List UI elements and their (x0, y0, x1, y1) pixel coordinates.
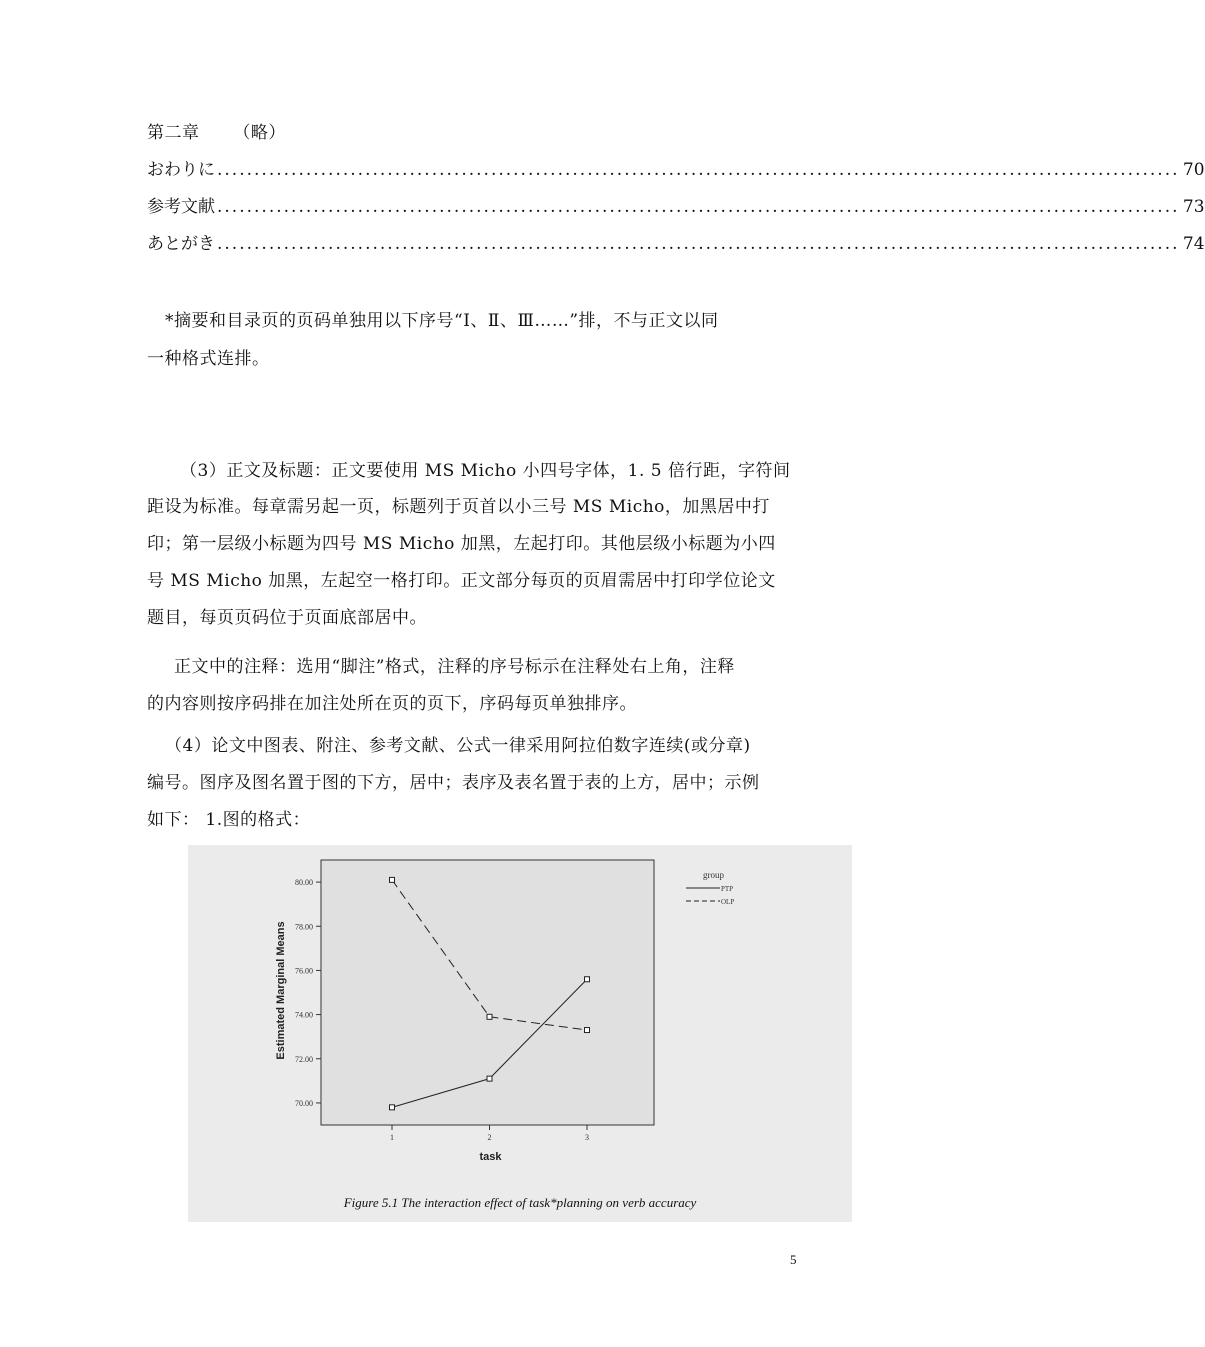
toc-entry-title: あとがき (147, 234, 215, 254)
note-line: *摘要和目录页的页码单独用以下序号“Ⅰ、Ⅱ、Ⅲ……”排，不与正文以同 (165, 311, 719, 331)
toc-chapter-2 (147, 118, 286, 143)
x-tick-label: 2 (487, 1133, 492, 1142)
figure (188, 845, 852, 1222)
toc-entry-page: . 70 (1172, 160, 1205, 180)
figure-caption: Figure 5.1 The interaction effect of task*planning on verb accuracy (343, 1195, 697, 1210)
toc-leader: ................................................................................................................................. (217, 234, 1173, 254)
body-line: （4）论文中图表、附注、参考文献、公式一律采用阿拉伯数字连续(或分章) (165, 736, 751, 756)
interaction-chart (188, 845, 852, 1185)
body-line: 号 MS Micho 加黑，左起空一格打印。正文部分每页的页眉需居中打印学位论文 (147, 571, 776, 591)
chapter-label: 第二章 (147, 123, 200, 143)
toc-entry-page: . 74 (1172, 234, 1205, 254)
legend-label: PTP (721, 885, 734, 893)
toc-entry-title: 参考文献 (147, 197, 215, 217)
plot-area (321, 860, 654, 1125)
chapter-note: （略） (233, 123, 286, 143)
toc-entry (147, 229, 1205, 254)
toc-leader: ................................................................................................................................. (217, 160, 1173, 180)
data-point (487, 1076, 492, 1081)
x-tick-label: 3 (585, 1133, 589, 1142)
y-tick-label: 70.00 (295, 1098, 313, 1108)
toc-leader: ................................................................................................................................. (217, 197, 1173, 217)
data-point (390, 1105, 395, 1110)
body-line: 距设为标准。每章需另起一页，标题列于页首以小三号 MS Micho，加黑居中打 (147, 497, 770, 517)
toc-entry-title: おわりに (147, 160, 215, 180)
y-tick-label: 72.00 (295, 1054, 313, 1064)
toc-entry (147, 155, 1205, 180)
toc-entry (147, 192, 1205, 217)
body-line: 题目，每页页码位于页面底部居中。 (147, 608, 427, 628)
data-point (585, 1028, 590, 1033)
y-axis-label: Estimated Marginal Means (275, 921, 287, 1060)
x-axis-label: task (479, 1151, 502, 1163)
legend-label: OLP (721, 898, 735, 906)
x-tick-label: 1 (390, 1133, 394, 1142)
page-number: 5 (790, 1252, 797, 1267)
body-line: 如下： 1.图的格式： (147, 810, 311, 830)
y-tick-label: 80.00 (295, 878, 313, 888)
body-line: （3）正文及标题：正文要使用 MS Micho 小四号字体，1. 5 倍行距，字符间 (180, 461, 791, 481)
body-line: 正文中的注释：选用“脚注”格式，注释的序号标示在注释处右上角，注释 (174, 657, 735, 677)
y-tick-label: 78.00 (295, 922, 313, 932)
body-line: 编号。图序及图名置于图的下方，居中；表序及表名置于表的上方，居中；示例 (147, 773, 760, 793)
data-point (585, 977, 590, 982)
legend-title: group (703, 870, 724, 880)
body-line: 印；第一层级小标题为四号 MS Micho 加黑，左起打印。其他层级小标题为小四 (147, 534, 776, 554)
data-point (390, 877, 395, 882)
body-line: 的内容则按序码排在加注处所在页的页下，序码每页单独排序。 (147, 694, 637, 714)
y-tick-label: 74.00 (295, 1010, 313, 1020)
y-tick-label: 76.00 (295, 966, 313, 976)
note-line: 一种格式连排。 (147, 349, 270, 369)
toc-entry-page: . 73 (1172, 197, 1205, 217)
data-point (487, 1014, 492, 1019)
